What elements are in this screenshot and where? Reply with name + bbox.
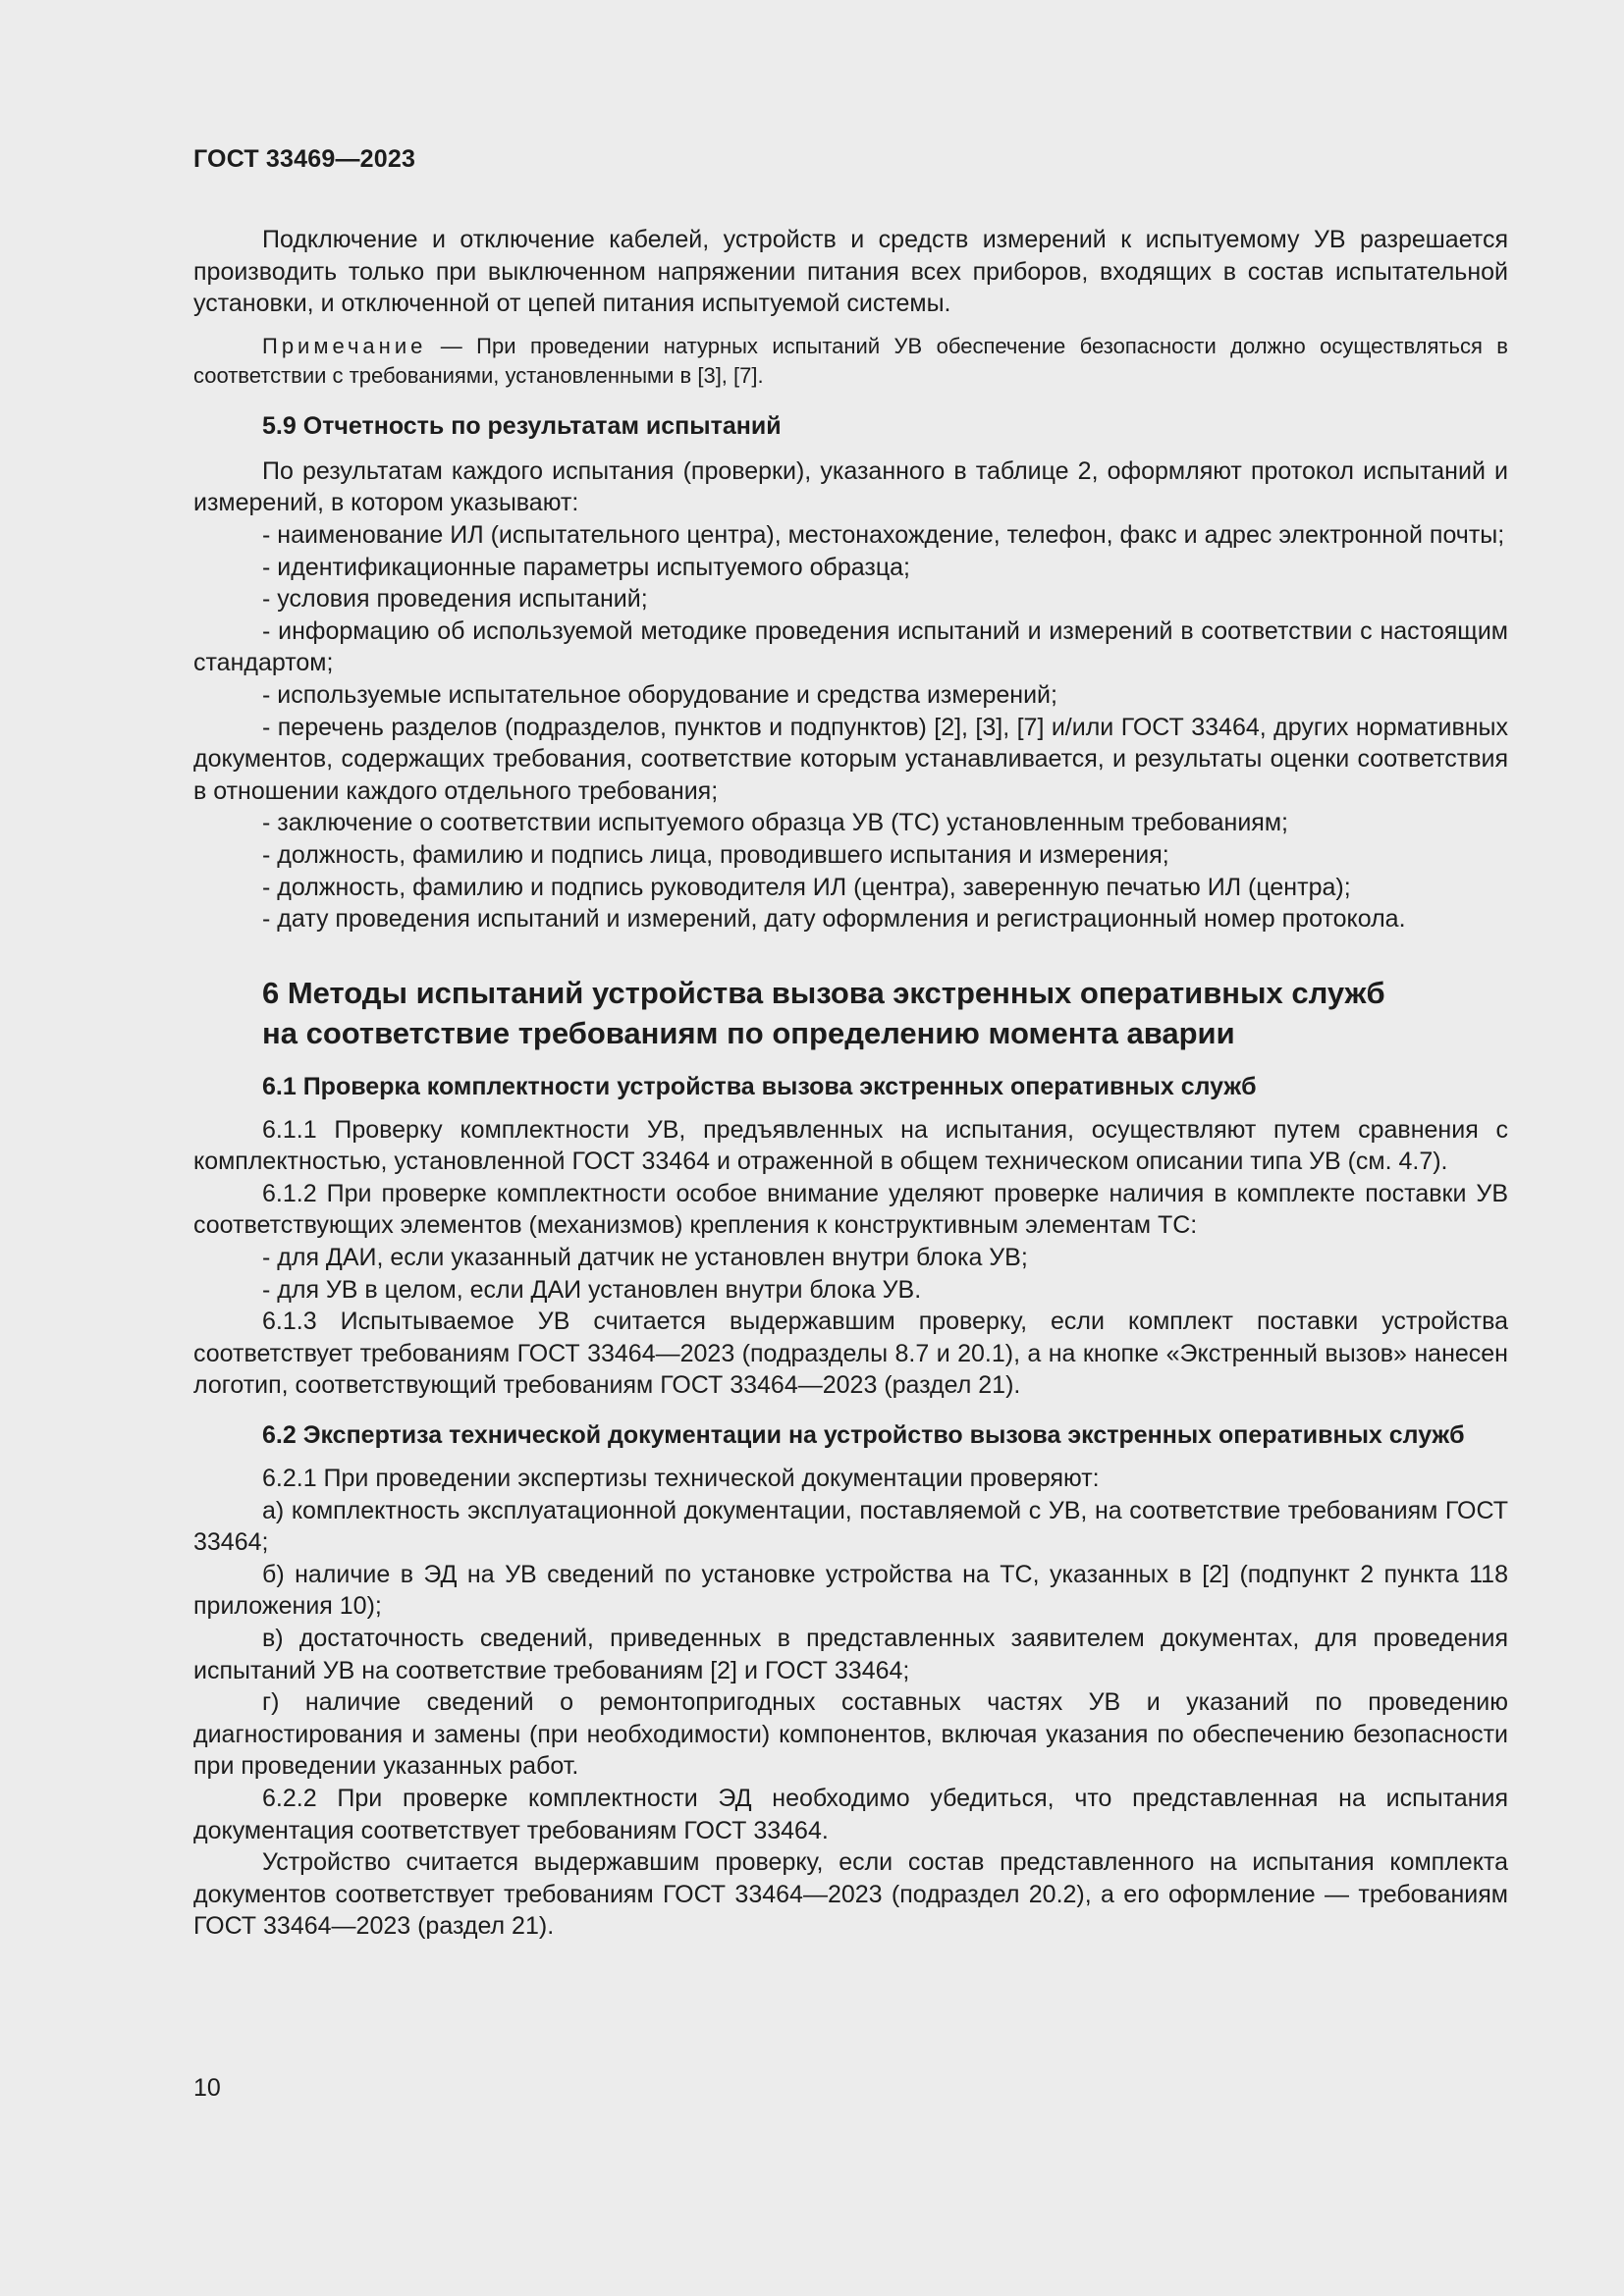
list-item: - перечень разделов (подразделов, пунктов и подпунктов) [2], [3], [7] и/или ГОСТ 33464, других нормативных документов, содержащих требования, соответствие которым устанавливается, и результаты оценки соответствия в отношении каждого отдельного требования; <box>193 713 1508 805</box>
section-5-9-title: 5.9 Отчетность по результатам испытаний <box>262 411 782 440</box>
list-item: - для ДАИ, если указанный датчик не установлен внутри блока УВ; <box>262 1244 1028 1272</box>
section-6-title <box>262 973 1508 1053</box>
section-6-1-title: 6.1 Проверка комплектности устройства вызова экстренных оперативных служб <box>262 1072 1257 1100</box>
list-item: - должность, фамилию и подпись лица, проводившего испытания и измерения; <box>262 840 1169 869</box>
paragraph: 6.2.1 При проведении экспертизы технической документации проверяют: <box>262 1465 1100 1493</box>
list-item: - информацию об используемой методике проведения испытаний и измерений в соответствии с настоящим стандартом; <box>193 616 1508 677</box>
page-number: 10 <box>193 2074 221 2102</box>
section-6-title-line-2: на соответствие требованиям по определению момента аварии <box>262 1015 1235 1050</box>
list-item: - наименование ИЛ (испытательного центра), местонахождение, телефон, факс и адрес электронной почты; <box>262 520 1505 549</box>
note-text: — При проведении натурных испытаний УВ обеспечение безопасности должно осуществляться в соответствии с требованиями, установленными в [3], [7]. <box>193 333 1508 388</box>
intro-paragraph: Подключение и отключение кабелей, устройств и средств измерений к испытуемому УВ разрешается производить только при выключенном напряжении питания всех приборов, входящих в состав испытательной установки, и отключенной от цепей питания испытуемой системы. <box>193 226 1508 318</box>
paragraph: 6.1.3 Испытываемое УВ считается выдержавшим проверку, если комплект поставки устройства соответствует требованиям ГОСТ 33464—2023 (подразделы 8.7 и 20.1), а на кнопке «Экстренный вызов» нанесен логотип, соответствующий требованиям ГОСТ 33464—2023 (раздел 21). <box>193 1308 1508 1400</box>
document-body <box>193 224 1508 1943</box>
paragraph: 6.1.2 При проверке комплектности особое внимание уделяют проверке наличия в комплекте поставки УВ соответствующих элементов (механизмов) крепления к конструктивным элементам ТС: <box>193 1179 1508 1240</box>
list-item: - идентификационные параметры испытуемого образца; <box>262 553 910 581</box>
document-header: ГОСТ 33469—2023 <box>193 145 416 173</box>
section-6-title-line-1: 6 Методы испытаний устройства вызова экстренных оперативных служб <box>262 975 1385 1010</box>
list-item: - дату проведения испытаний и измерений, дату оформления и регистрационный номер протокола. <box>262 905 1406 934</box>
section-5-9-lead: По результатам каждого испытания (проверки), указанного в таблице 2, оформляют протокол испытаний и измерений, в котором указывают: <box>193 456 1508 517</box>
list-item: - должность, фамилию и подпись руководителя ИЛ (центра), заверенную печатью ИЛ (центра); <box>262 873 1351 901</box>
section-6-2-title: 6.2 Экспертиза технической документации на устройство вызова экстренных оперативных служб <box>262 1421 1465 1450</box>
list-item: б) наличие в ЭД на УВ сведений по установке устройства на ТС, указанных в [2] (подпункт 2 пункта 118 приложения 10); <box>193 1560 1508 1621</box>
list-item: г) наличие сведений о ремонтопригодных составных частях УВ и указаний по проведению диагностирования и замены (при необходимости) компонентов, включая указания по обеспечению безопасности при проведении указанных работ. <box>193 1688 1508 1781</box>
list-item: - используемые испытательное оборудование и средства измерений; <box>262 680 1057 709</box>
list-item: а) комплектность эксплуатационной документации, поставляемой с УВ, на соответствие требованиям ГОСТ 33464; <box>193 1496 1508 1557</box>
list-item: - условия проведения испытаний; <box>262 585 648 614</box>
list-item: в) достаточность сведений, приведенных в представленных заявителем документах, для проведения испытаний УВ на соответствие требованиям [2] и ГОСТ 33464; <box>193 1625 1508 1684</box>
note-paragraph <box>193 332 1508 391</box>
list-item: - для УВ в целом, если ДАИ установлен внутри блока УВ. <box>262 1275 922 1304</box>
paragraph: 6.2.2 При проверке комплектности ЭД необходимо убедиться, что представленная на испытания документация соответствует требованиям ГОСТ 33464. <box>193 1784 1508 1844</box>
list-item: - заключение о соответствии испытуемого образца УВ (ТС) установленным требованиям; <box>262 809 1288 837</box>
paragraph: 6.1.1 Проверку комплектности УВ, предъявленных на испытания, осуществляют путем сравнения с комплектностью, установленной ГОСТ 33464 и отраженной в общем техническом описании типа УВ (см. 4.7). <box>193 1115 1508 1176</box>
paragraph: Устройство считается выдержавшим проверку, если состав представленного на испытания комплекта документов соответствует требованиям ГОСТ 33464—2023 (подраздел 20.2), а его оформление — требованиям ГОСТ 33464—2023 (раздел 21). <box>193 1848 1508 1941</box>
note-label: Примечание <box>262 333 427 358</box>
